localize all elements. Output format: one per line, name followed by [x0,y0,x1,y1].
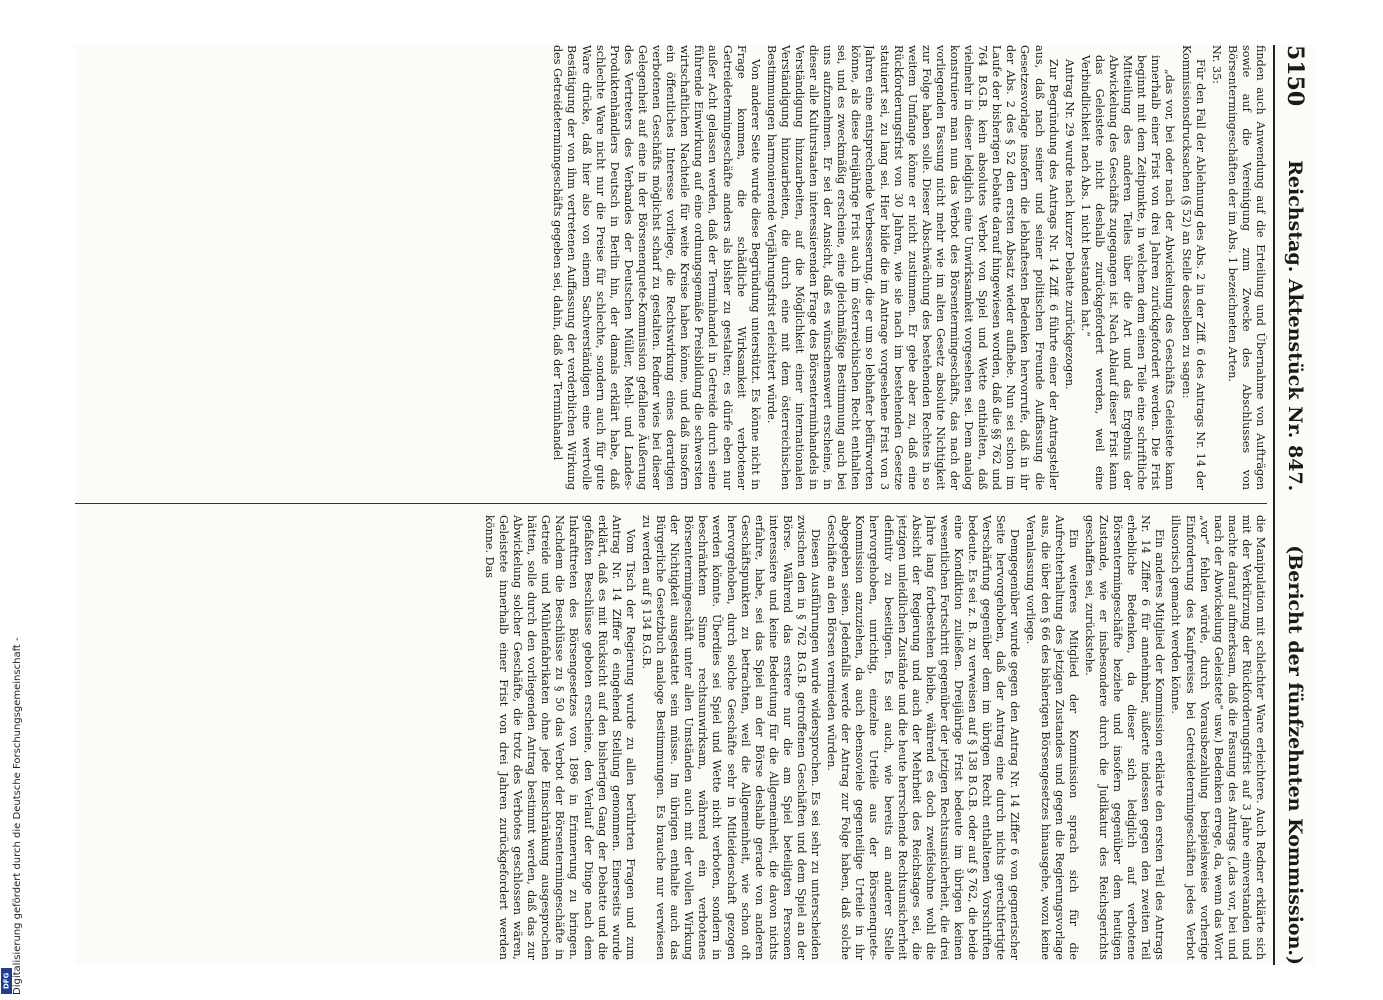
paragraph: Ein anderes Mitglied der Kommission erklärte den ersten Teil des Antrags Nr. 14 Ziffer 6 für annehmbar, äußerte indessen gegen den zweiten Teil erhebliche Bedenken, da dieser sich lediglich auf verbotene Börsentermingeschäfte beziehe und insofern gegenüber dem heutigen Zustande, wie er insbesondere durch die Judikatur des Reichsgerichts geschaffen sei, zurückstehe. [1082,515,1167,960]
paragraph: Antrag Nr. 29 wurde nach kurzer Debatte zurückgezogen. [1062,59,1076,390]
paragraph: Diesen Ausführungen wurde widersprochen. Es sei sehr zu unterscheiden zwischen den in § 762 B.G.B. getroffenen Geschäften und dem Spiel an der Börse. Während das erstere nur die am Spiel beteiligten Personen interessiere und keine Bedeutung für die Allgemeinheit, die davon nichts erfahre, habe, sei das Spiel an der Börse deshalb gerade von anderen Geschäftspunkten zu betrachten, weil die Allgemeinheit, wie schon oft hervorgehoben, durch solche Geschäfte sehr in Mitleidenschaft gezogen werden könnte. Überdies sei Spiel und Wette nicht verboten, sondern in beschränktem Sinne rechtsunwirksam, während ein verbotenes Börsentermingeschäft unter allen Umständen auch mit der vollen Wirkung der Nichtigkeit ausgestattet sein müsse. Im übrigen enthalte auch das Bürgerliche Gesetzbuch analoge Bestimmungen. Es brauche nur verwiesen zu werden auf § 134 B.G.B. [639,515,823,960]
paragraph: Nr. 35: [1209,45,1223,85]
right-text-column [75,515,1267,960]
page-header [1273,45,1315,965]
page-subtitle: (Bericht der fünfzehnten Kommission.) [1284,545,1306,965]
paragraph: Zur Begründung des Antrags Nr. 14 Ziff. 6 führte einer der Antragsteller aus, daß nach seiner und seiner politischen Freunde Auffassung die Gesetzesvorlage insofern die lebhaftesten Bedenken hervorrufe, daß in ihr der Abs. 2 des § 52 den ersten Absatz wieder aufhebe. Nun sei schon im Laufe der bisherigen Debatte darauf hingewiesen worden, daß die §§ 762 und 764 B.G.B. kein absolutes Verbot von Spiel und Wette enthielten, daß vielmehr in dieser lediglich eine Unwirksamkeit vorgesehen sei. Dem analog konstruiere man nun das Verbot des Börsentermingeschäfts, das nach der vorliegenden Fassung nicht mehr wie im alten Gesetz absolute Nichtigkeit zur Folge haben solle. Dieser Abschwächung des bestehenden Rechtes in so weitem Umfange könne er nicht zustimmen. Er gebe aber zu, daß eine Rückforderungsfrist von 30 Jahren, wie sie nach im bestehenden Gesetze statuiert sei, zu lang sei. Hier bilde die im Antrage vorgesehene Frist von 3 Jahren eine entsprechende Verbesserung, die er um so lebhafter befürworten könne, als diese dreijährige Frist auch im österreichischen Recht enthalten sei, und es zweckmäßig erscheine, eine gleichmäßige Bestimmung auch bei uns aufzunehmen. Er sei der Ansicht, daß es wünschenswert erscheine, in dieser alle Kulturstaaten interessierenden Frage des Börsenterminhandels in Verständigung hinzuarbeiten, auf die Möglichkeit einer internationalen Verständigung hinzuarbeiten, die durch eine mit dem österreichischen Bestimmungen harmonierende Verjährungsfrist erleichtert würde. [764,45,1060,490]
column-divider [75,503,1267,504]
page-title: Reichstag. Aktenstück Nr. 847. [1284,160,1306,492]
page-number: 5150 [1282,45,1308,107]
paragraph: Demgegenüber wurde gegen den Antrag Nr. 14 Ziffer 6 von gegnerischer Seite hervorgehoben, daß der Antrag eine durch nichts gerechtfertigte Verschärfung gegenüber dem im übrigen Recht enthaltenen Vorschriften bedeute. Es sei z. B. zu verweisen auf § 138 B.G.B. oder auf § 762, die beide eine Kondiktion zuließen. Dreijährige Frist bedeute im übrigen keinen wesentlichen Fortschritt gegenüber der jetzigen Rechtsunsicherheit, die drei Jahre lang fortbestehen bleibe, während es doch zweifelsohne wohl die Absicht der Regierung und auch der Mehrheit des Reichstages sei, die jetzigen unleidlichen Zustände und die heute herrschende Rechtsunsicherheit definitiv zu beseitigen. Es sei auch, wie bereits an anderer Stelle hervorgehoben, unrichtig, einzelne Urteile aus der Börsenenquete-Kommission anzuziehen, da auch ebensoviele gegenteilige Urteile in ihr abgegeben seien. Jedenfalls werde der Antrag zur Folge haben, daß solche Geschäfte an den Börsen vermieden würden. [825,515,1022,960]
paragraph: „das vor, bei oder nach der Abwickelung des Geschäfts Geleistete kann innerhalb einer Frist von drei Jahren zurückgefordert werden. Die Frist beginnt mit dem Zeitpunkte, in welchem dem einen Teile eine schriftliche Mitteilung des anderen Teiles über die Art und das Ergebnis der Abwickelung des Geschäfts zugegangen ist. Nach Ablauf dieser Frist kann das Geleistete nicht deshalb zurückgefordert werden, weil eine Verbindlichkeit nach Abs. 1 nicht bestanden hat.“ [1078,55,1177,490]
paragraph: die Manipulation mit schlechter Ware erleichtere. Auch Redner erklärte sich mit der Verkürzung der Rückforderungsfrist auf 3 Jahre einverstanden und machte darauf aufmerksam, daß die Fassung des Antrags („das vor, bei und nach der Abwickelung Geleistete“ usw.) Bedenken errege, da, wenn das Wort „vor“ fehlen würde, durch Vorausbezahlung beispielsweise vorherige Einforderung des Kaufpreises bei Getreidetermingeschäften jedes Verbot illusorisch gemacht werden könne. [1169,515,1267,960]
digitization-credit-strip [0,0,23,1000]
paragraph: Vom Tisch der Regierung wurde zu allen berührten Fragen und zum Antrag Nr. 14 Ziffer 6 eingehend Stellung genommen. Einerseits wurde erklärt, daß es mit Rücksicht auf den bisherigen Gang der Debatte und die gefaßten Beschlüsse geboten erscheine, den Verlauf der Dinge nach dem Inkrafttreten des Börsengesetzes von 1896 in Erinnerung zu bringen. Nachdem die Beschlüsse zu § 50 das Verbot der Börsentermingeschäfte in Getreide und Mühlenfabrikaten ohne jede Einschränkung ausgesprochen hätten, solle durch den vorliegenden Antrag bestimmt werden, daß das zur Abwickelung solcher Geschäfte, die trotz des Verbotes geschlossen wären, Geleistete innerhalb einer Frist von drei Jahren zurückgefordert werden könne. Das [482,515,637,960]
paragraph: finden auch Anwendung auf die Erteilung und Übernahme von Aufträgen sowie auf die Vereinigung zum Zwecke des Abschlusses von Börsentermingeschäften der im Abs. 1 bezeichneten Arten. [1225,45,1267,490]
dfg-logo: DFG [1,968,12,994]
digitization-credit: Digitalisierung gefördert durch die Deutsche Forschungsgemeinschaft - [12,637,23,995]
document-page [75,45,1315,965]
paragraph: Ein weiteres Mitglied der Kommission sprach sich für die Aufrechterhaltung des jetzigen Zustandes und gegen die Regierungsvorlage aus, die über den § 66 des bisherigen Börsengesetzes hinausgehe, wozu keine Veranlassung vorliege. [1024,515,1080,960]
paragraph: Für den Fall der Ablehnung des Abs. 2 in der Ziff. 6 des Antrags Nr. 14 der Kommissionsdrucksachen (§ 52) an Stelle desselben zu sagen: [1179,45,1207,490]
left-text-column [75,45,1267,490]
paragraph: Von anderer Seite wurde diese Begründung unterstützt. Es könne nicht in Frage kommen, die schädliche Wirksamkeit verbotener Getreidetermingeschäfte anders als bisher zu gestalten; es dürfe eben nur außer Acht gelassen werden, daß der Terminhandel in Getreide durch seine führende Einwirkung auf eine ordnungsgemäße Preisbildung die schwersten wirtschaftlichen Nachteile für weite Kreise haben könne, und daß insofern ein öffentliches Interesse vorliege, die Rechtswirkung eines derartigen verbotenen Geschäfts möglichst scharf zu gestalten. Redner wies bei dieser Gelegenheit auf eine in der Börsenenquete-Kommission gefallene Äußerung des Vertreters des Verbandes der Deutschen Müller, Mehl- und Landes-Produktenhändlers Deutsch in Berlin hin, der damals erklärt habe, daß schlechte Ware nicht nur die Preise für schlechte, sondern auch für gute Ware drücke, daß hier also von einem Sachverständigen eine wertvolle Bestätigung der von ihm vertretenen Auffassung der verderblichen Wirkung des Getreideterminngeschäfts gegeben sei, dahin, daß der Terminhandel [551,45,762,490]
